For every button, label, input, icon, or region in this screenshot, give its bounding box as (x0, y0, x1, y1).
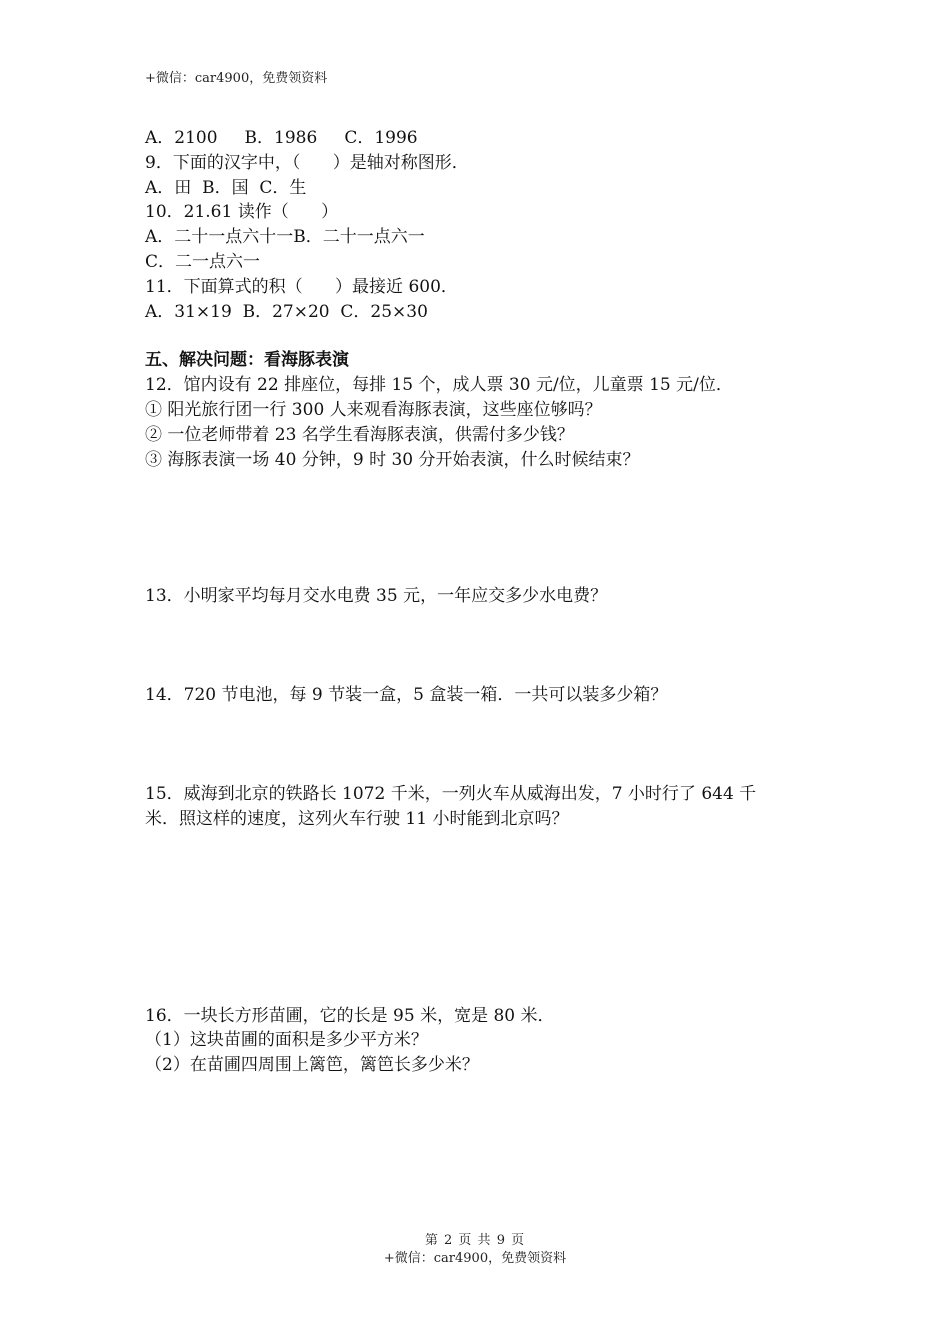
q13-text: 13．小明家平均每月交水电费 35 元，一年应交多少水电费？ (145, 586, 608, 607)
q9-text: 9．下面的汉字中，（ ）是轴对称图形． (145, 152, 469, 173)
q16-sub-2: （2）在苗圃四周围上篱笆，篱笆长多少米？ (145, 1055, 479, 1076)
q12-sub-2: ② 一位老师带着 23 名学生看海豚表演，供需付多少钱？ (145, 424, 574, 445)
answer-space (145, 708, 805, 782)
page-number: 第 2 页 共 9 页 (424, 1233, 526, 1248)
q11-options: A．31×19 B．27×20 C．25×30 (145, 301, 428, 322)
footer-watermark: +微信：car4900，免费领资料 (383, 1251, 567, 1266)
q8-options: A．2100 B．1986 C．1996 (145, 128, 418, 148)
q16-text: 16．一块长方形苗圃，它的长是 95 米，宽是 80 米． (145, 1005, 555, 1026)
answer-space (145, 832, 805, 1004)
q16-sub-1: （1）这块苗圃的面积是多少平方米？ (145, 1030, 428, 1051)
q9-options: A．田 B．国 C．生 (145, 177, 307, 198)
answer-space (145, 609, 805, 683)
q12-text: 12．馆内设有 22 排座位，每排 15 个，成人票 30 元/位，儿童票 15 元/位． (145, 375, 733, 396)
q10-text: 10．21.61 读作（ ） (145, 202, 339, 223)
answer-space (145, 472, 805, 584)
q11-text: 11．下面算式的积（ ）最接近 600． (145, 276, 458, 297)
q14-text: 14．720 节电池，每 9 节装一盒，5 盒装一箱．一共可以装多少箱？ (145, 685, 668, 706)
section-title: 五、解决问题：看海豚表演 (145, 350, 349, 371)
q15-text-line2: 米．照这样的速度，这列火车行驶 11 小时能到北京吗？ (145, 808, 569, 829)
q12-sub-3: ③ 海豚表演一场 40 分钟，9 时 30 分开始表演，什么时候结束？ (145, 449, 640, 470)
q12-sub-1: ① 阳光旅行团一行 300 人来观看海豚表演，这些座位够吗？ (145, 399, 602, 420)
q10-options-c: C．二一点六一 (145, 251, 261, 272)
q10-options-ab: A．二十一点六十一B．二十一点六一 (145, 227, 425, 248)
q15-text-line1: 15．威海到北京的铁路长 1072 千米，一列火车从威海出发，7 小时行了 644 千 (145, 783, 757, 804)
page-content (145, 126, 805, 1078)
header-watermark: +微信：car4900，免费领资料 (145, 71, 328, 86)
